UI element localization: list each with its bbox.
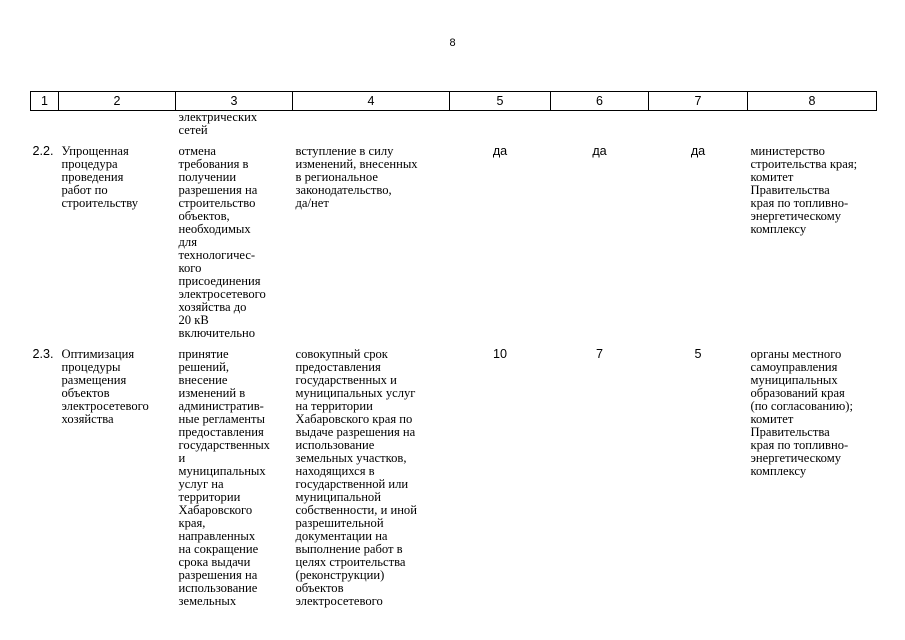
measure-name: Упрощенная процедура проведения работ по строительству [61,144,139,210]
value-col7: 5 [694,347,702,361]
measures-table [30,91,877,608]
header-cell-2: 2 [59,92,176,111]
responsible [748,111,877,138]
measure-name: Оптимизация процедуры размещения объектов электросетевого хозяйства [61,347,149,426]
table-row-continuation [31,111,877,138]
responsible: органы местного самоуправления муниципальных образований края (по согласованию); комитет Правительства края по топливно- энергетическому комплексу [750,347,854,478]
value-col6: да [592,144,607,158]
table-row-2-2 [31,137,877,340]
measure-content: электрических сетей [178,110,258,137]
value-col7: да [690,144,706,158]
header-cell-8: 8 [748,92,877,111]
value-col5: да [492,144,508,158]
measure-name [59,111,176,138]
indicator: вступление в силу изменений, внесенных в региональное законодательство, да/нет [295,144,418,210]
header-cell-5: 5 [450,92,551,111]
table-header-row [31,92,877,111]
page-number: 8 [449,37,456,49]
indicator [293,111,450,138]
row-number: 2.3. [32,347,54,361]
measure-content: принятие решений, внесение изменений в административ- ные регламенты предоставления государственных и муниципальных услуг на территории Хабаровского края, направленных на сокращение срока выдачи разрешения на использование земельных [178,347,270,608]
header-cell-3: 3 [176,92,293,111]
value-col6 [551,111,649,138]
header-cell-4: 4 [293,92,450,111]
measure-content: отмена требования в получении разрешения на строительство объектов, необходимых для технологичес- кого присоединения электросетевого хозяйства до 20 кВ включительно [178,144,266,340]
row-number [31,111,59,138]
value-col7 [649,111,748,138]
header-cell-7: 7 [649,92,748,111]
responsible: министерство строительства края; комитет Правительства края по топливно- энергетическому комплексу [750,144,858,236]
indicator: совокупный срок предоставления государственных и муниципальных услуг на территории Хабаровского края по выдаче разрешения на использование земельных участков, находящихся в государственной или муниципальной собственности, и иной разрешительной документации на выполнение работ в целях строительства (реконструкции) объектов электросетевого [295,347,417,608]
row-number: 2.2. [32,144,54,158]
table-row-2-3 [31,340,877,608]
header-cell-1: 1 [31,92,59,111]
value-col6: 7 [595,347,603,361]
value-col5 [450,111,551,138]
header-cell-6: 6 [551,92,649,111]
value-col5: 10 [492,347,507,361]
